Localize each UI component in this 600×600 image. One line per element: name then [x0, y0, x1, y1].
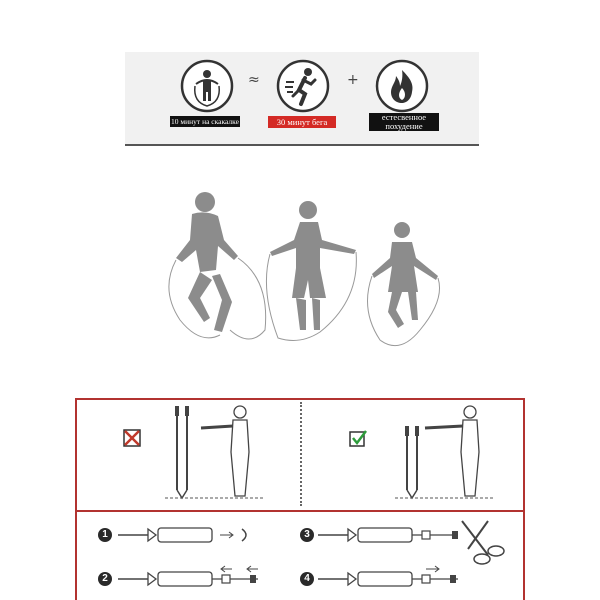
step-2-illustration	[118, 564, 278, 594]
length-guide-divider	[300, 402, 302, 506]
jumping-silhouettes	[160, 180, 450, 360]
weight-loss-label: естесвенное похудение	[369, 113, 439, 131]
right-length-illustration	[395, 402, 495, 504]
step-1-illustration	[118, 520, 268, 550]
running-label: 30 минут бега	[268, 116, 336, 128]
girl-jumping-silhouette	[372, 222, 438, 328]
step-4-number: 4	[300, 572, 314, 586]
wrong-length-illustration	[165, 402, 265, 504]
flame-icon	[374, 58, 430, 114]
jump-rope-person-icon	[179, 58, 235, 114]
step-2-number: 2	[98, 572, 112, 586]
step-3-number: 3	[300, 528, 314, 542]
steps-frame-right	[523, 512, 525, 600]
running-person-icon	[275, 58, 331, 114]
woman-jumping-silhouette	[270, 201, 356, 330]
length-guide-left-edge	[75, 398, 77, 512]
step-3-illustration	[318, 515, 508, 570]
steps-frame-left	[75, 512, 77, 600]
plus-symbol: +	[347, 72, 359, 88]
check-box-icon	[348, 428, 368, 448]
man-jumping-silhouette	[176, 192, 238, 332]
approx-symbol: ≈	[248, 72, 260, 88]
step-4-illustration	[318, 564, 478, 594]
length-guide-right-edge	[523, 398, 525, 512]
jump-rope-label: 10 минут на скакалке	[171, 117, 239, 126]
cross-box-icon	[122, 428, 142, 448]
step-1-number: 1	[98, 528, 112, 542]
